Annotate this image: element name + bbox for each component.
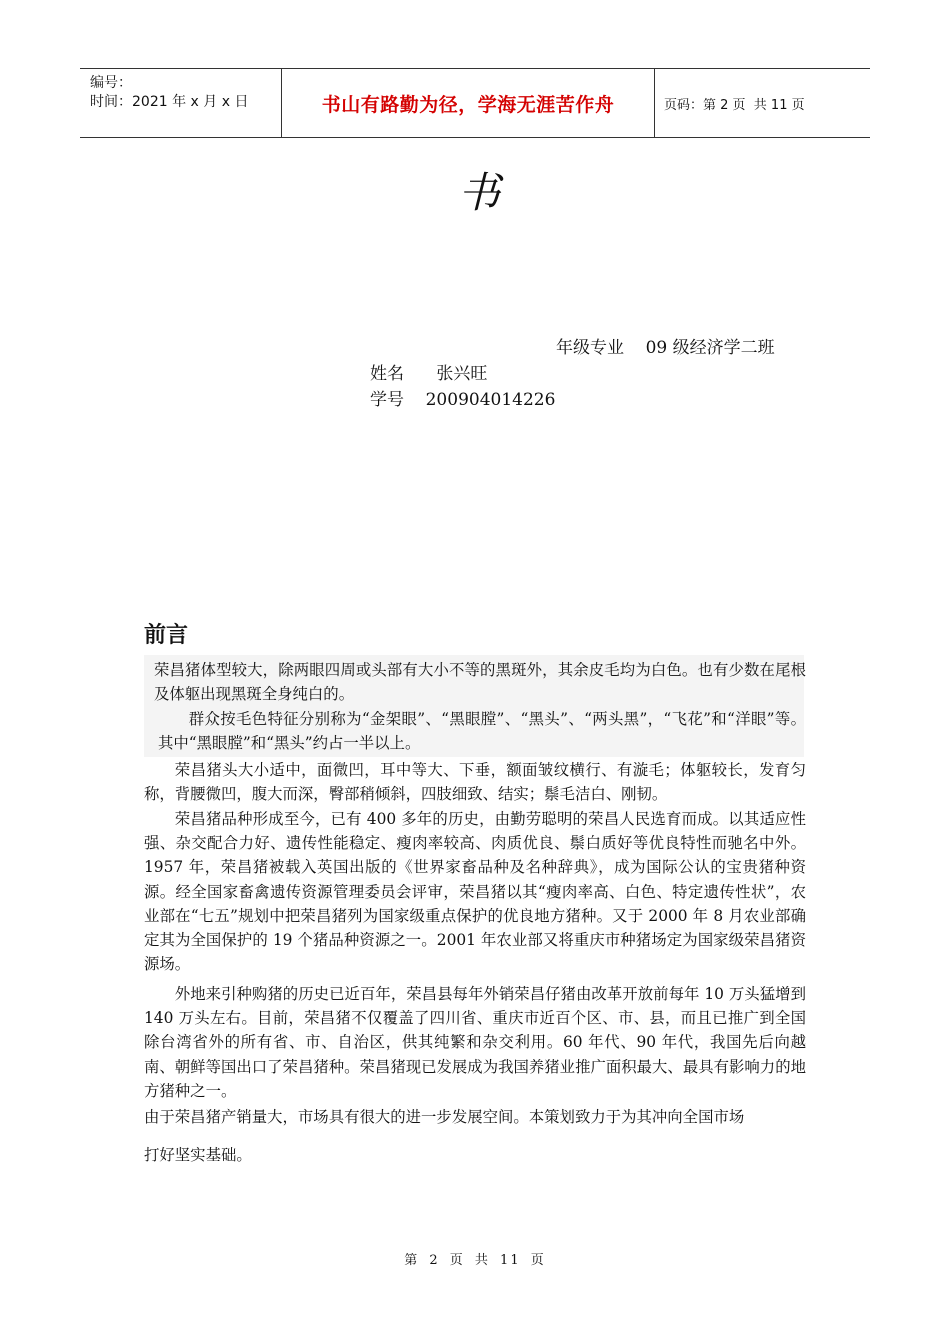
paragraph-market: 外地来引种购猪的历史已近百年，荣昌县每年外销荣昌仔猪由改革开放前每年 10 万头猛增到 140 万头左右。目前，荣昌猪不仅覆盖了四川省、重庆市近百个区、市、县，而且已推广到全国除台湾省外的所有省、市、自治区，供其纯繁和杂交利用。60 年代、90 年代，我国先后向越南、朝鲜等国出口了荣昌猪种。荣昌猪现已发展成为我国养猪业推广面积最大、最具有影响力的地方猪种之一。	[144, 985, 806, 1100]
student-id: 学号 200904014226	[370, 390, 556, 410]
paragraph-appearance: 荣昌猪体型较大，除两眼四周或头部有大小不等的黑斑外，其余皮毛均为白色。也有少数在尾根及体躯出现黑斑全身纯白的。	[154, 661, 806, 704]
number-label: 编号：	[90, 75, 132, 91]
document-title: 书	[458, 168, 501, 217]
header-table	[80, 68, 870, 138]
paragraph-conclusion-end: 打好坚实基础。	[144, 1146, 252, 1164]
paragraph-conclusion: 由于荣昌猪产销量大，市场具有很大的进一步发展空间。本策划致力于为其冲向全国市场	[144, 1108, 745, 1126]
paragraph-body-features: 荣昌猪头大小适中，面微凹，耳中等大、下垂，额面皱纹横行、有漩毛；体躯较长，发育匀称，背腰微凹，腹大而深，臀部稍倾斜，四肢细致、结实；鬃毛洁白、刚韧。	[144, 761, 806, 804]
grade-major: 年级专业 09 级经济学二班	[556, 338, 775, 358]
preface-heading: 前言	[144, 623, 189, 648]
paragraph-color-names: 群众按毛色特征分别称为“金架眼”、“黑眼膛”、“黑头”、“两头黑”，“飞花”和“洋眼”等。其中“黑眼膛”和“黑头”约占一半以上。	[158, 710, 806, 753]
motto-text: 书山有路勤为径，学海无涯苦作舟	[321, 93, 615, 116]
page-footer: 第 2 页 共 11 页	[404, 1253, 546, 1268]
time-label: 时间：2021 年 x 月 x 日	[90, 94, 249, 110]
paragraph-history: 荣昌猪品种形成至今，已有 400 多年的历史，由勤劳聪明的荣昌人民选育而成。以其适应性强、杂交配合力好、遗传性能稳定、瘦肉率较高、肉质优良、鬃白质好等优良特性而驰名中外。1957 年，荣昌猪被载入英国出版的《世界家畜品种及名种辞典》，成为国际公认的宝贵猪种资源。经全国家畜禽遗传资源管理委员会评审，荣昌猪以其“瘦肉率高、白色、特定遗传性状”，农业部在“七五”规划中把荣昌猪列为国家级重点保护的优良地方猪种。又于 2000 年 8 月农业部确定其为全国保护的 19 个猪品种资源之一。2001 年农业部又将重庆市种猪场定为国家级荣昌猪资源场。	[144, 810, 806, 974]
header-meta-cell	[80, 69, 282, 137]
student-name: 姓名 张兴旺	[370, 364, 488, 384]
header-motto-cell	[282, 69, 655, 137]
page-info: 页码：第 2 页 共 11 页	[664, 97, 805, 113]
